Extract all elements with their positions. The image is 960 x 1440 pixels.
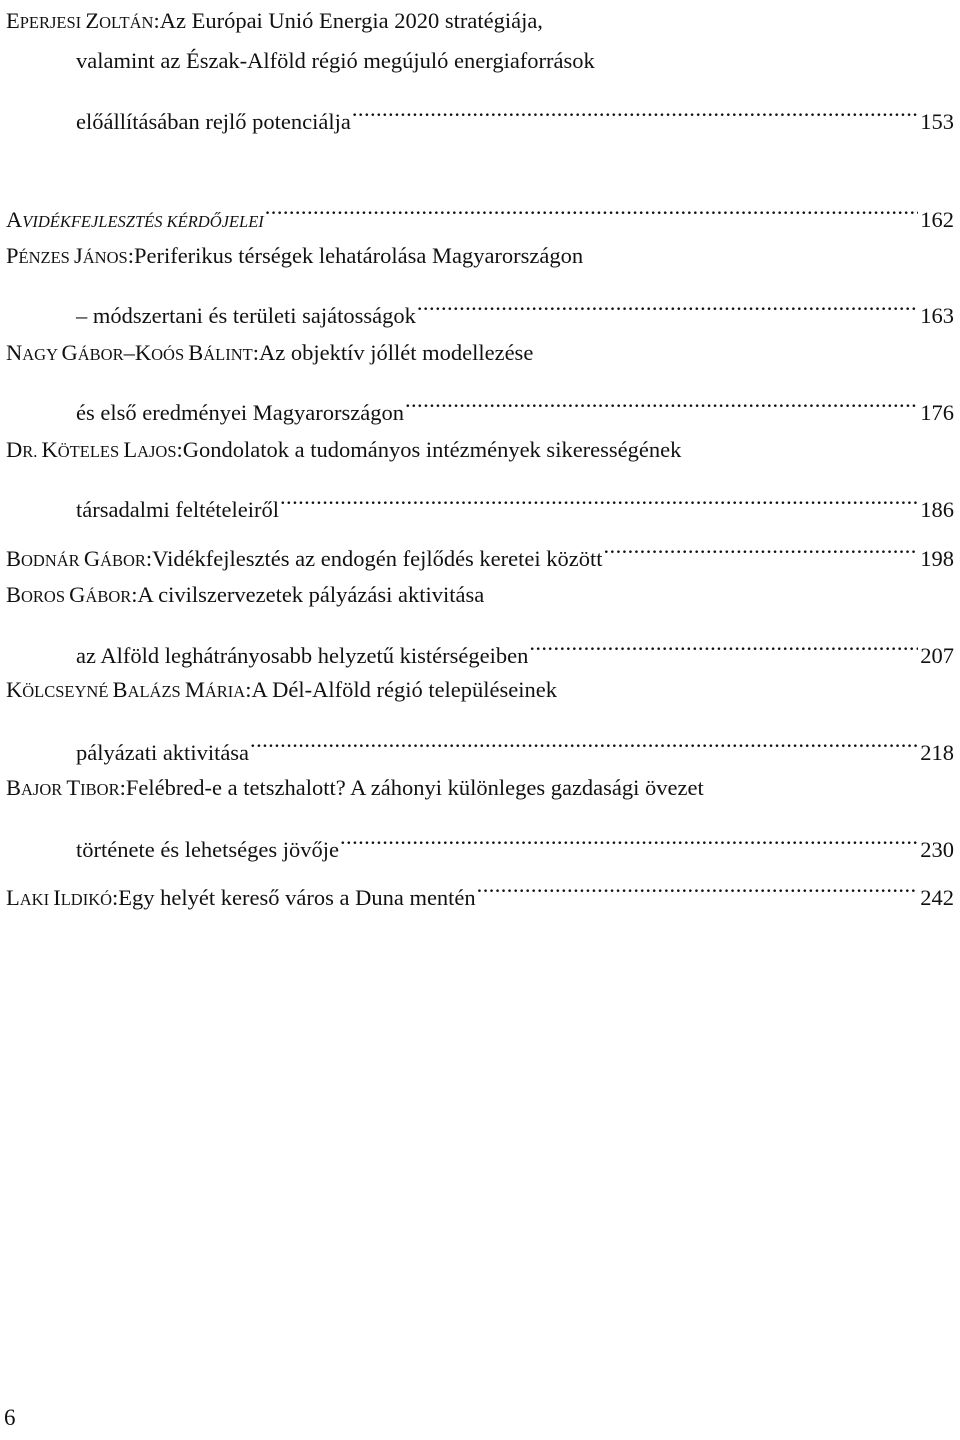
author-name-part: OLTÁN [99,13,154,32]
entry-title: Vidékfejlesztés az endogén fejlődés keretei között [152,546,603,571]
dot-leader [280,477,918,517]
author-name-part: L [123,437,138,462]
author-name [6,575,138,617]
toc-line [76,817,954,862]
toc-page-number: 230 [920,837,954,862]
toc-line [6,670,954,710]
toc-line [76,41,954,81]
author-name-part: : [176,437,183,462]
author-name [6,768,126,810]
entry-title: az Alföld leghátrányosabb helyzetű kistérségeiben [76,643,529,668]
author-name-part: : [145,546,153,571]
toc-page-number: 242 [920,885,954,910]
entry-title: A civilszervezetek pályázási aktivitása [137,582,485,607]
dot-leader [265,187,918,227]
entry-title: története és lehetséges jövője [76,837,340,862]
author-name-part: B [6,546,22,571]
author-name-part: K [6,677,23,702]
entry-title: Az Európai Unió Energia 2020 stratégiája, [159,8,543,33]
author-name-part: G [69,582,86,607]
toc-page-number: 176 [920,400,954,425]
toc-line [6,526,954,571]
author-name-part: B [112,677,128,702]
entry-title: Egy helyét kereső város a Duna mentén [118,885,476,910]
author-name-part: ÁRIA [204,682,246,701]
toc-page-number: 207 [920,643,954,668]
author-name-part: PERJESI [19,13,86,32]
author-name-part: OÓS [151,345,189,364]
author-name-part: ÉNZES [18,248,74,267]
dot-leader [529,623,918,663]
entry-title: társadalmi feltételeiről [76,497,280,522]
author-name-part: –K [123,340,152,365]
author-name-part: : [153,8,160,33]
author-name-part: G [83,546,101,571]
author-name-part: ÖLCSEYNÉ [22,682,113,701]
dot-leader [340,817,918,857]
entry-title: pályázati aktivitása [76,740,250,765]
toc-page-number: 163 [920,303,954,328]
dot-leader [352,89,918,129]
toc-line [76,720,954,765]
author-name-part: ÁLINT [203,345,253,364]
page-number: 6 [4,1405,16,1430]
toc-page-number: 218 [920,740,954,765]
author-name-part: AGY [22,345,62,364]
entry-title: és első eredményei Magyarországon [76,400,404,425]
author-name-part: D [6,437,23,462]
author-name-part: ÁBOR [77,345,124,364]
author-name-part: ALÁZS [127,682,185,701]
toc-line [76,623,954,668]
author-name-part: I [53,885,61,910]
author-name-part: B [6,582,22,607]
author-name [6,236,134,278]
author-name-part: AKI [19,890,54,909]
author-name-part: OROS [21,587,70,606]
toc-line [6,430,954,470]
author-name-part: LDIKÓ [60,890,113,909]
dot-leader [250,720,918,760]
author-name-part: AJOR [21,780,67,799]
author-name-part: ÖTELES [57,442,124,461]
dot-leader [405,380,918,420]
author-name-part: T [66,775,81,800]
author-name-part: N [6,340,23,365]
author-name-part: P [6,243,19,268]
author-name-part: : [131,582,138,607]
entry-title: A Dél-Alföld régió településeinek [251,677,558,702]
toc-line [6,575,954,615]
toc-page-number: 153 [920,109,954,134]
author-name-part: : [112,885,119,910]
author-name-part: R. [22,442,42,461]
author-name [6,878,118,920]
author-name-part: ÁBOR [100,551,146,570]
author-name-part: : [119,775,126,800]
toc-line [76,477,954,522]
author-name-part: G [61,340,78,365]
entry-title: Az objektív jóllét modellezése [259,340,534,365]
entry-title: Periferikus térségek lehatárolása Magyarországon [133,243,584,268]
toc-page-number: 198 [920,546,954,571]
entry-title: valamint az Észak-Alföld régió megújuló energiaforrások [76,48,595,73]
author-name-part: : [127,243,134,268]
toc-line [6,236,954,276]
dot-leader [604,526,919,566]
section-lead: A [6,207,23,232]
entry-title: Felébred-e a tetszhalott? A záhonyi különleges gazdasági övezet [125,775,704,800]
author-name-part: J [73,243,83,268]
author-name-part: B [188,340,204,365]
entry-title: – módszertani és területi sajátosságok [76,303,416,328]
toc-page-number: 186 [920,497,954,522]
dot-leader [417,283,918,323]
toc-line [6,333,954,373]
author-name-part: ÁBOR [85,587,132,606]
author-name [6,430,183,472]
toc-page-number: 162 [920,207,954,232]
author-name-part: E [6,8,20,33]
author-name-part: ÁNOS [82,248,128,267]
toc-line [6,187,954,232]
toc-line [6,865,954,910]
author-name-part: ODNÁR [21,551,84,570]
author-name-part: : [252,340,260,365]
author-name-part: IBOR [80,780,120,799]
toc-line [76,380,954,425]
author-name-part: : [245,677,252,702]
author-name-part: AJOS [137,442,177,461]
section-title: VIDÉKFEJLESZTÉS KÉRDŐJELEI [22,212,264,231]
author-name-part: L [6,885,20,910]
author-name [6,670,251,712]
author-name-part: B [6,775,22,800]
author-name-part: M [184,677,205,702]
toc-line [76,89,954,134]
entry-title: Gondolatok a tudományos intézmények sikerességének [182,437,682,462]
toc-line [6,768,954,808]
author-name-part: K [41,437,58,462]
author-name [6,333,259,375]
toc-line [76,283,954,328]
entry-title: előállításában rejlő potenciálja [76,109,351,134]
toc-line [6,1,954,41]
author-name [6,1,160,43]
dot-leader [477,865,919,905]
author-name-part: Z [85,8,100,33]
